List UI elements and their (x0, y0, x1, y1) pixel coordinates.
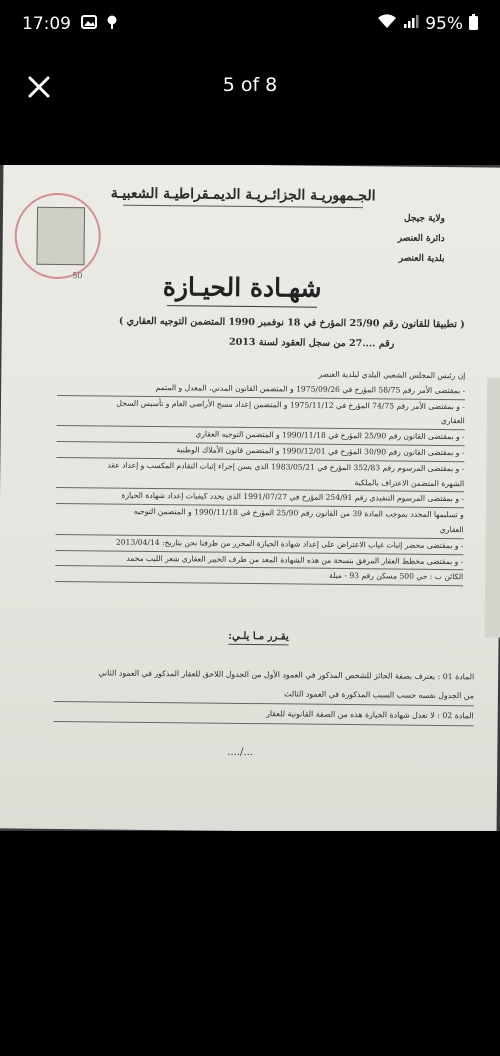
document-subtitle: ( تطبيقا للقانون رقم 25/90 المؤرخ في 18 نوفمبر 1990 المتضمن التوجيه العقاري ) (118, 315, 465, 331)
body-line: الكائن ب : حي 500 مسكن رقم 93 - ميلة (55, 566, 463, 586)
body-line: إن رئيس المجلس الشعبي البلدي لبلدية العنصر (318, 369, 466, 381)
body-line: - و بمقتضى محضر إثبات غياب الاعتراض على إعداد شهادة الحيازة المحرر من طرفنا نحن بتاريخ: 2013/04/14 (55, 535, 463, 555)
official-stamp (14, 193, 101, 280)
admin-block (294, 207, 445, 269)
body-line: الشهرة المتضمن الاعتراف بالملكية (56, 473, 464, 493)
signal-icon (403, 14, 419, 34)
continuation-mark: ..../... (227, 746, 254, 759)
wilaya-label: ولاية جيجل (404, 213, 445, 225)
daira-label: دائرة العنصر (397, 233, 445, 245)
viewer-toolbar (0, 58, 500, 114)
document-articles (54, 663, 475, 726)
body-line: و تسليمها المحدد بموجب المادة 39 من القانون رقم 25/90 المؤرخ في 1990/11/18 و المتضمن التوجيه (133, 506, 464, 520)
body-line: العقاري (57, 410, 465, 430)
document-paper (0, 165, 500, 831)
document-title: شهـادة الحيـازة (102, 271, 382, 308)
battery-percent: 95% (425, 14, 463, 34)
republic-header: الجـمهوريـة الجزائـريـة الديمـقراطيـة الشعبيـة (103, 185, 383, 208)
status-bar (0, 0, 500, 48)
body-line: - و بمقتضى مخطط العقار المرفق بنسخة من هذه الشهادة المعد من طرف الخبير العقاري شعر الليب محمد (55, 551, 463, 571)
battery-icon (469, 14, 478, 35)
decision-heading: يقـرر مـا يلـي: (208, 631, 308, 646)
article-line: المادة 02 : لا تعدل شهادة الحيازة هذه من الصفة القانونية للعقار (54, 702, 474, 726)
image-notification-icon (81, 14, 97, 34)
body-line: - و بمقتضى المرسوم رقم 352/83 المؤرخ في 1983/05/21 الذي يسن إجراء إثبات التقادم المكسب و إعداد عقد (107, 460, 465, 474)
status-right (377, 14, 478, 35)
body-line: - و بمقتضى المرسوم التنفيذي رقم 254/91 المؤرخ في 1991/07/27 الذي يحدد كيفيات إعداد شهادة الحيازة (56, 488, 464, 508)
article-line: من الجدول نفسه حسب السبب المذكورة في العمود الثالث (54, 682, 474, 706)
status-left (22, 14, 117, 34)
image-counter: 5 of 8 (222, 74, 278, 96)
article-line: المادة 01 : يعترف بصفة الحائز للشخص المذكور في العمود الأول من الجدول اللاحق للعقار المذكور في العمود الثاني (98, 668, 475, 682)
body-line: - و بمقتضى القانون رقم 25/90 المؤرخ في 1990/11/18 و المتضمن التوجيه العقاري (57, 426, 465, 446)
location-pin-icon (107, 14, 117, 34)
body-line: - بمقتضى الأمر رقم 58/75 المؤرخ في 1975/09/26 و المتضمن القانون المدني، المعدل و المتمم (57, 380, 465, 400)
wifi-icon (377, 14, 397, 34)
document-photo[interactable] (0, 165, 500, 831)
body-line: - و بمقتضى الأمر رقم 74/75 المؤرخ في 1975/11/12 و المتضمن إعداد مسح الأراضي العام و تأسيس السجل (116, 398, 466, 411)
body-line: - و بمقتضى القانون رقم 30/90 المؤرخ في 1990/12/01 و المتضمن قانون الأملاك الوطنية (56, 442, 464, 462)
body-line: العقاري (56, 519, 464, 539)
baladiya-label: بلدية العنصر (398, 253, 445, 265)
paper-edge (485, 377, 500, 637)
document-reference: رقم ....27 من سجل العقود لسنة 2013 (228, 336, 395, 350)
fiscal-stamp (36, 207, 85, 265)
document-body (55, 365, 465, 586)
stamp-number: 50 (72, 271, 83, 281)
status-time: 17:09 (22, 14, 71, 34)
